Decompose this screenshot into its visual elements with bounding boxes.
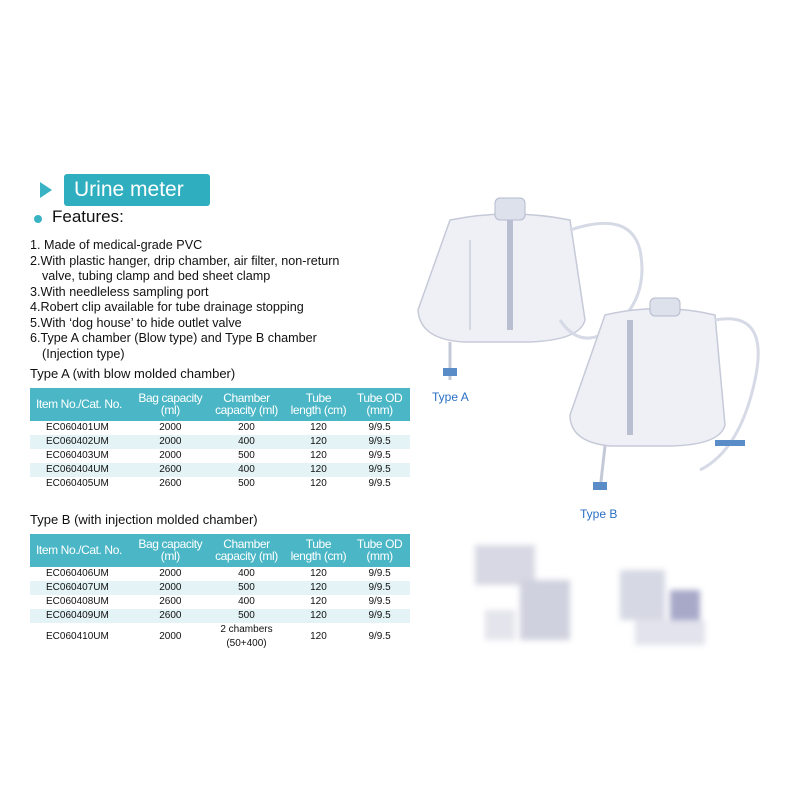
cell: EC060409UM <box>30 609 135 623</box>
feature-line: 2.With plastic hanger, drip chamber, air filter, non-return <box>30 253 340 268</box>
cell: 400 <box>238 596 255 607</box>
bag-b-image <box>570 298 758 490</box>
cell: 400 <box>205 463 288 477</box>
cell: EC060404UM <box>30 463 135 477</box>
feature-line: 5.With ‘dog house’ to hide outlet valve <box>30 315 242 330</box>
header-item-no: Item No./Cat. No. <box>30 388 135 421</box>
cell: 9/9.5 <box>368 596 391 607</box>
product-title: Urine meter <box>64 174 210 206</box>
cell: 120 <box>310 422 327 433</box>
header-item-no: Item No./Cat. No. <box>30 534 135 567</box>
header-bag-capacity: Bag capacity (ml) <box>135 388 205 421</box>
feature-line: valve, tubing clamp and bed sheet clamp <box>42 269 271 283</box>
header-chamber-capacity: Chamber capacity (ml) <box>205 388 288 421</box>
table-row <box>30 567 410 581</box>
header-tube-od: Tube OD (mm) <box>349 534 410 567</box>
feature-list <box>30 238 410 362</box>
type-b-caption: Type B (with injection molded chamber) <box>30 512 258 527</box>
cell: EC060403UM <box>46 450 109 461</box>
cell: 120 <box>310 450 327 461</box>
feature-line: 6.Type A chamber (Blow type) and Type B chamber <box>30 331 317 345</box>
cell: 500 <box>205 609 288 623</box>
cell: 2600 <box>135 609 205 623</box>
cell: 200 <box>238 422 255 433</box>
cell: 120 <box>288 463 349 477</box>
type-b-image-label: Type B <box>580 507 618 521</box>
cell: EC060402UM <box>30 435 135 449</box>
header-tube-od: Tube OD (mm) <box>349 388 410 421</box>
cell: 9/9.5 <box>349 581 410 595</box>
table-row <box>30 477 410 491</box>
cell: 9/9.5 <box>368 422 391 433</box>
cell: 9/9.5 <box>349 609 410 623</box>
cell: 2000 <box>135 435 205 449</box>
cell: 2600 <box>135 463 205 477</box>
cell: 2600 <box>159 596 182 607</box>
cell: 500 <box>238 450 255 461</box>
type-a-table <box>30 388 410 491</box>
table-header-row <box>30 388 410 421</box>
header-tube-length: Tube length (cm) <box>288 534 349 567</box>
cell: 9/9.5 <box>349 435 410 449</box>
cell: 2000 <box>159 631 182 642</box>
cell: 2000 <box>159 422 182 433</box>
type-b-table <box>30 534 410 651</box>
table-header-row <box>30 534 410 567</box>
table-row <box>30 581 410 595</box>
feature-line: (Injection type) <box>42 346 125 361</box>
urine-bag-illustration <box>410 190 790 520</box>
table-row <box>30 609 410 623</box>
table-row <box>30 435 410 449</box>
cell: EC060408UM <box>46 596 109 607</box>
cell: 120 <box>310 568 327 579</box>
table-row <box>30 623 410 651</box>
header-bag-capacity: Bag capacity (ml) <box>135 534 205 567</box>
cell: 9/9.5 <box>368 478 391 489</box>
type-a-caption: Type A (with blow molded chamber) <box>30 366 236 381</box>
cell: 2600 <box>159 478 182 489</box>
cell: EC060406UM <box>46 568 109 579</box>
blurred-image-left <box>470 540 580 650</box>
header-tube-length: Tube length (cm) <box>288 388 349 421</box>
feature-line: 4.Robert clip available for tube drainage stopping <box>30 300 304 314</box>
feature-line: 3.With needleless sampling port <box>30 284 209 299</box>
cell: 120 <box>310 631 327 642</box>
cell: 2000 <box>159 568 182 579</box>
cell: 500 <box>205 581 288 595</box>
cell: 120 <box>288 581 349 595</box>
cell: 120 <box>288 435 349 449</box>
feature-line: 1. Made of medical-grade PVC <box>30 238 203 252</box>
cell: EC060405UM <box>46 478 109 489</box>
table-row <box>30 421 410 435</box>
header-chamber-capacity: Chamber capacity (ml) <box>205 534 288 567</box>
cell: EC060410UM <box>46 631 109 642</box>
cell: 400 <box>238 568 255 579</box>
type-a-image-label: Type A <box>432 390 469 404</box>
table-row <box>30 463 410 477</box>
cell: 9/9.5 <box>368 568 391 579</box>
cell: EC060407UM <box>30 581 135 595</box>
cell: 9/9.5 <box>349 463 410 477</box>
cell: 9/9.5 <box>368 450 391 461</box>
cell: 500 <box>238 478 255 489</box>
table-row <box>30 595 410 609</box>
cell: 9/9.5 <box>368 631 391 642</box>
features-heading: Features: <box>52 207 124 226</box>
title-arrow-icon <box>40 182 52 198</box>
bullet-dot-icon <box>34 215 42 223</box>
cell: EC060401UM <box>46 422 109 433</box>
cell: 2 chambers (50+400) <box>220 624 273 649</box>
cell: 120 <box>310 478 327 489</box>
table-row <box>30 449 410 463</box>
cell: 120 <box>288 609 349 623</box>
cell: 120 <box>310 596 327 607</box>
cell: 2000 <box>135 581 205 595</box>
blurred-image-right <box>615 560 725 650</box>
cell: 400 <box>205 435 288 449</box>
cell: 2000 <box>159 450 182 461</box>
